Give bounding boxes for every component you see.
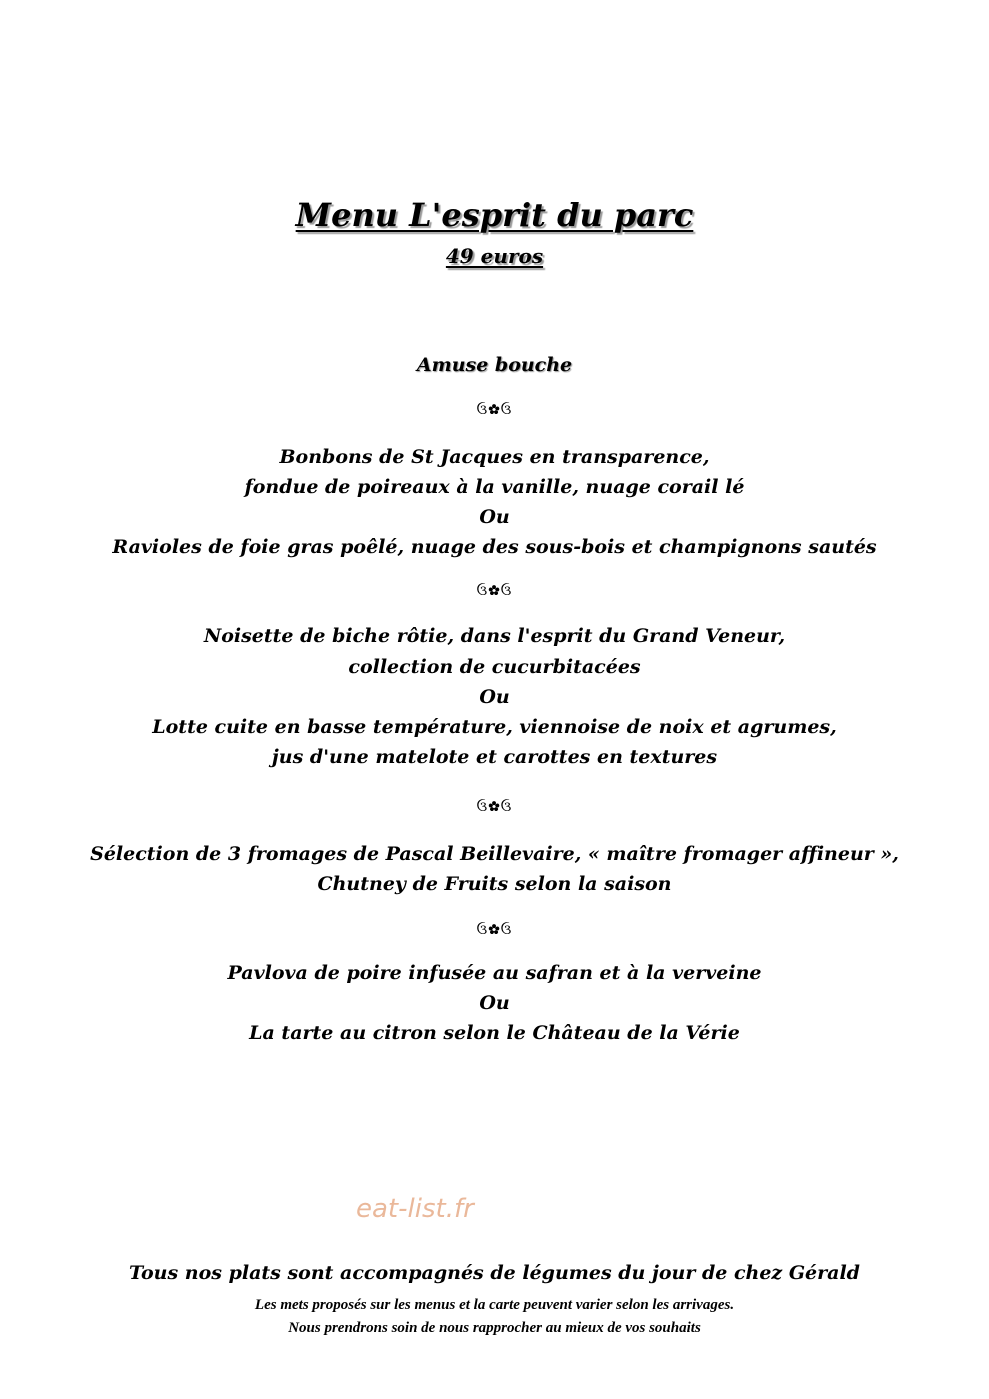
menu-price: 49 euros — [445, 244, 544, 268]
dessert-option2-line1: La tarte au citron selon le Château de la Vérie — [249, 1022, 740, 1044]
main-or: Ou — [479, 686, 510, 708]
amuse-bouche-heading: Amuse bouche — [416, 354, 573, 376]
starter-option2-line1: Ravioles de foie gras poêlé, nuage des sous-bois et champignons sautés — [112, 536, 877, 558]
dessert-or: Ou — [479, 992, 510, 1014]
cheese-line2: Chutney de Fruits selon la saison — [317, 873, 672, 895]
ornament-divider-icon: ઉ✿ઉ — [476, 922, 513, 938]
starter-option1-line2: fondue de poireaux à la vanille, nuage corail lé — [244, 476, 745, 498]
ornament-divider-icon: ઉ✿ઉ — [476, 583, 513, 599]
starter-or: Ou — [479, 506, 510, 528]
main-option1-line1: Noisette de biche rôtie, dans l'esprit du Grand Veneur, — [203, 625, 786, 647]
footer-note-line1: Les mets proposés sur les menus et la carte peuvent varier selon les arrivages. — [254, 1297, 735, 1313]
menu-title: Menu L'esprit du parc — [295, 196, 694, 234]
ornament-divider-icon: ઉ✿ઉ — [476, 402, 513, 418]
footer-main: Tous nos plats sont accompagnés de légumes du jour de chez Gérald — [129, 1262, 860, 1284]
main-option2-line2: jus d'une matelote et carottes en textures — [271, 746, 718, 768]
cheese-line1: Sélection de 3 fromages de Pascal Beillevaire, « maître fromager affineur », — [90, 843, 899, 865]
main-option2-line1: Lotte cuite en basse température, viennoise de noix et agrumes, — [152, 716, 837, 738]
watermark: eat-list.fr — [356, 1194, 474, 1224]
main-option1-line2: collection de cucurbitacées — [348, 656, 641, 678]
footer-note-line2: Nous prendrons soin de nous rapprocher au mieux de vos souhaits — [288, 1320, 701, 1336]
dessert-option1-line1: Pavlova de poire infusée au safran et à la verveine — [227, 962, 762, 984]
ornament-divider-icon: ઉ✿ઉ — [476, 799, 513, 815]
starter-option1-line1: Bonbons de St Jacques en transparence, — [279, 446, 710, 468]
